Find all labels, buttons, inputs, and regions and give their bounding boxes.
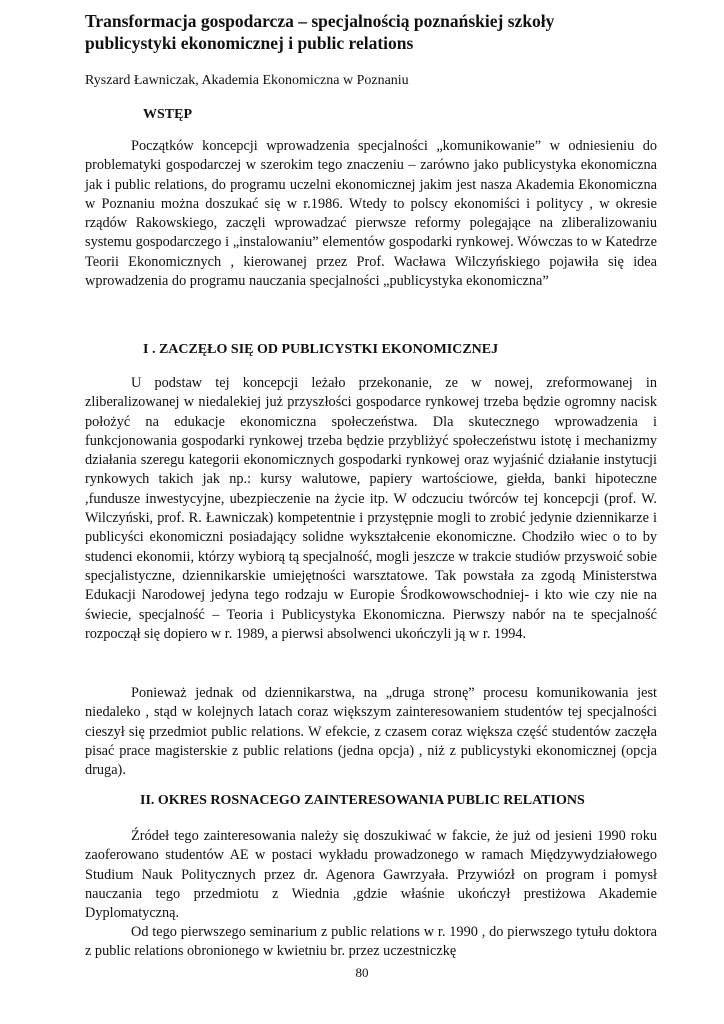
section-heading-2: II. OKRES ROSNACEGO ZAINTERESOWANIA PUBLIC RELATIONS	[140, 793, 585, 808]
paragraph-intro: Początków koncepcji wprowadzenia specjalności „komunikowanie” w odniesieniu do problematyki gospodarczej w szerokim tego znaczeniu – zarówno jako publicystyka ekonomiczna jak i public relations, do programu uczelni ekonomicznej jakim jest nasza Akademia Ekonomiczna w Poznaniu można doszukać się w r.1986. Wtedy to polscy ekonomiści i politycy , w okresie rządów Rakowskiego, zaczęli wprowadzać pierwsze reformy polegające na zliberalizowaniu systemu gospodarczego i „instalowaniu” elementów gospodarki rynkowej. Wówczas to w Katedrze Teorii Ekonomicznych , kierowanej przez Prof. Wacława Wilczyńskiego pojawiła się idea wprowadzenia do programu nauczania specjalności „publicystyka ekonomiczna”	[85, 138, 657, 290]
paragraph-section2-2: Od tego pierwszego seminarium z public relations w r. 1990 , do pierwszego tytułu doktora z public relations obronionego w kwietniu br. przez uczestniczkę	[85, 924, 657, 960]
paragraph-section2-1: Źródeł tego zainteresowania należy się doszukiwać w fakcie, że już od jesieni 1990 roku zaoferowano studentów AE w postaci wykładu prowadzonego w ramach Międzywydziałowego Studium Nauk Politycznych przez dr. Agenora Gawrzyała. Przywiózł on program i pomysł nauczania tego przedmiotu z Wiednia ,gdzie właśnie ukończył prestiżowa Akademie Dyplomatyczną.	[85, 828, 657, 922]
document-title: Transformacja gospodarcza – specjalnością poznańskiej szkoły publicystyki ekonomicznej i public relations	[85, 11, 555, 53]
author-affiliation: Ryszard Ławniczak, Akademia Ekonomiczna w Poznaniu	[85, 73, 409, 88]
paragraph-section1-1: U podstaw tej koncepcji leżało przekonanie, ze w nowej, zreformowanej in zliberalizowanej w niedalekiej już przyszłości gospodarce rynkowej trzeba będzie ogromny nacisk położyć na edukacje ekonomiczna społeczeństwa. Dla skutecznego wprowadzenia i funkcjonowania gospodarki rynkowej trzeba będzie przybliżyć społeczeństwu istotę i mechanizmy działania szeregu kategorii ekonomicznych gospodarki rynkowej oraz wyjaśnić działanie instytucji rynkowych takich jak np.: kursy walutowe, papiery wartościowe, giełda, banki hipoteczne ,fundusze inwestycyjne, ubezpieczenie na życie itp. W odczuciu twórców tej koncepcji (prof. W. Wilczyński, prof. R. Ławniczak) kompetentnie i przystępnie mogli to zrobić jedynie dziennikarze i publicyści ekonomiczni posiadający solidne wykształcenie ekonomiczne. Chodziło wiec o to by studenci ekonomii, którzy wybiorą tą specjalność, mogli jeszcze w trakcie studiów przyswoić sobie specjalistyczne, dziennikarskie umiejętności warsztatowe. Tak powstała za zgodą Ministerstwa Edukacji Narodowej jedyna tego rodzaju w Europie Środkowowschodniej- i kto wie czy nie na świecie, specjalność – Teoria i Publicystyka Ekonomiczna. Pierwszy nabór na te specjalność rozpoczął się dopiero w r. 1989, a pierwsi absolwenci ukończyli ją w r. 1994.	[85, 375, 657, 642]
page-number: 80	[355, 965, 369, 980]
section-heading-wstep: WSTĘP	[143, 107, 193, 122]
section-heading-1: I . ZACZĘŁO SIĘ OD PUBLICYSTKI EKONOMICZNEJ	[143, 342, 499, 357]
paragraph-section1-2: Ponieważ jednak od dziennikarstwa, na „druga stronę” procesu komunikowania jest niedaleko , stąd w kolejnych latach coraz większym zainteresowaniem studentów tej specjalności cieszył się przedmiot public relations. W efekcie, z czasem coraz większa część studentów zaczęła pisać prace magisterskie z public relations (jedna opcja) , niż z publicystyki ekonomicznej (opcja druga).	[85, 685, 657, 779]
